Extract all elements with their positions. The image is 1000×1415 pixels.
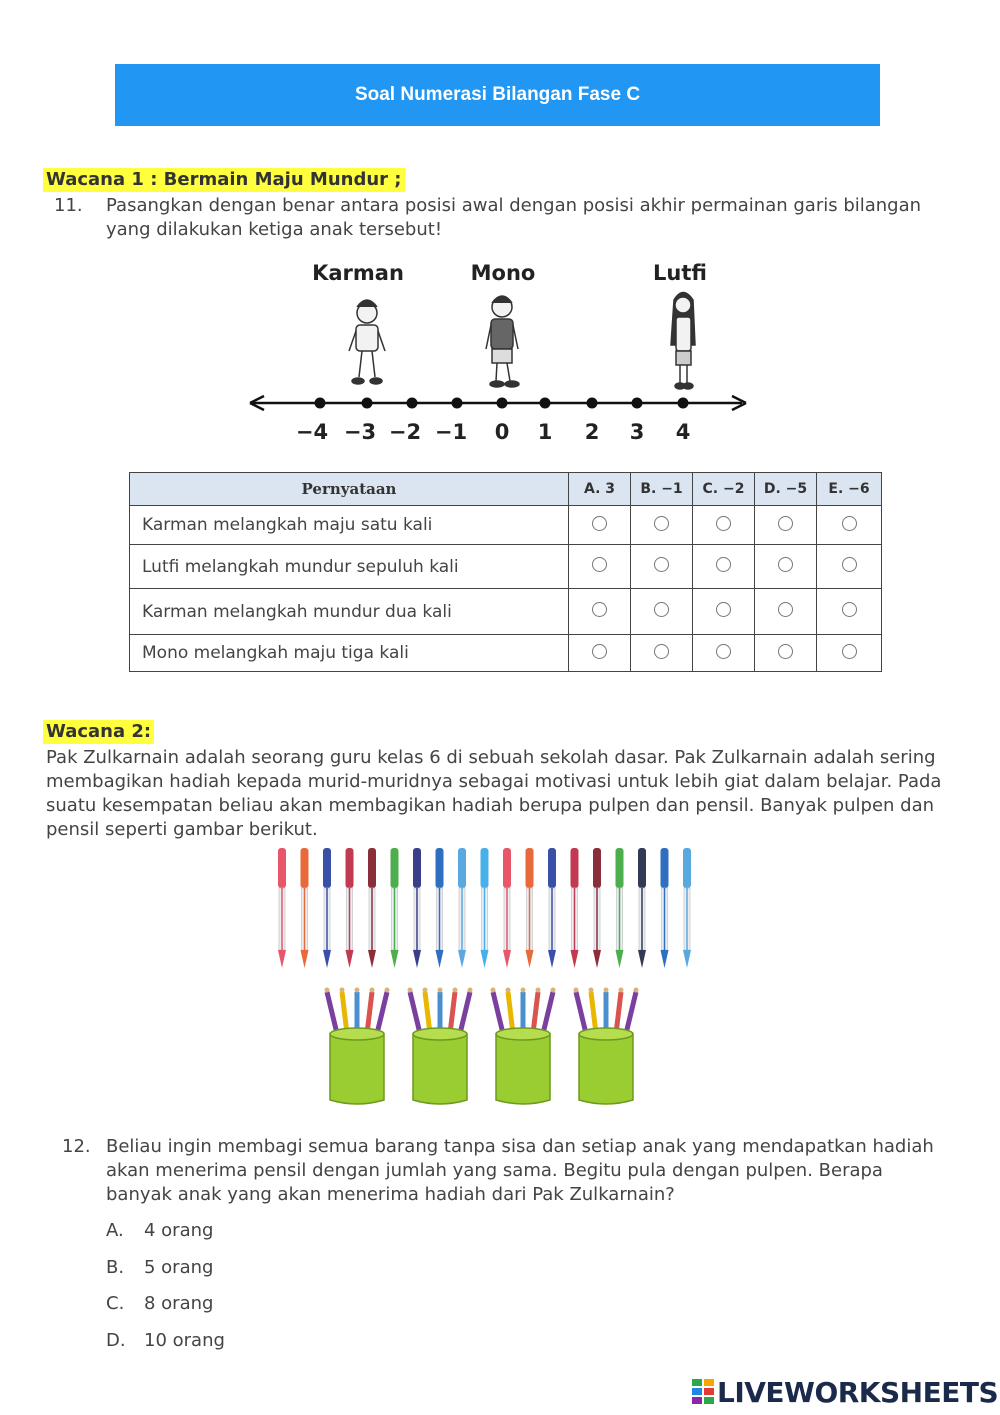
pen	[301, 848, 309, 968]
pen	[548, 848, 556, 968]
radio-option[interactable]	[842, 602, 857, 617]
tick-label: −4	[295, 420, 329, 444]
header-option: C. −2	[693, 473, 755, 506]
radio-option[interactable]	[778, 602, 793, 617]
q11-text: Pasangkan dengan benar antara posisi awal dengan posisi akhir permainan garis bilangan yang dilakukan ketiga anak tersebut!	[106, 195, 922, 240]
pen	[593, 848, 601, 968]
name-mono: Mono	[470, 261, 536, 285]
pen	[481, 848, 489, 968]
pen	[368, 848, 376, 968]
radio-option[interactable]	[842, 557, 857, 572]
statement-cell: Lutfi melangkah mundur sepuluh kali	[130, 545, 569, 589]
choice-text: 8 orang	[144, 1293, 214, 1314]
table-row	[130, 506, 882, 545]
radio-option[interactable]	[716, 557, 731, 572]
choice-c[interactable]	[106, 1293, 213, 1314]
statement-cell: Karman melangkah mundur dua kali	[130, 589, 569, 635]
q12-number: 12.	[62, 1136, 91, 1157]
pen	[391, 848, 399, 968]
name-karman: Karman	[312, 261, 404, 285]
radio-option[interactable]	[654, 602, 669, 617]
choice-text: 10 orang	[144, 1330, 225, 1351]
pen	[323, 848, 331, 968]
logo-text: LIVEWORKSHEETS	[717, 1375, 999, 1409]
title-banner	[115, 64, 880, 126]
radio-option[interactable]	[592, 557, 607, 572]
pen	[413, 848, 421, 968]
table-row	[130, 589, 882, 635]
choice-b[interactable]	[106, 1257, 213, 1278]
radio-option[interactable]	[716, 516, 731, 531]
pencil-cups-group	[325, 988, 639, 1105]
pencil-cup	[574, 988, 639, 1105]
choice-d[interactable]	[106, 1330, 225, 1351]
radio-option[interactable]	[778, 644, 793, 659]
pens-pencils-figure	[265, 842, 735, 1114]
tick-label: 0	[494, 420, 510, 444]
radio-option[interactable]	[778, 557, 793, 572]
q12-text: Beliau ingin membagi semua barang tanpa sisa dan setiap anak yang mendapatkan hadiah akan menerima pensil dengan jumlah yang sama. Begitu pula dengan pulpen. Berapa banyak anak yang akan menerima hadiah dari Pak Zulkarnain?	[106, 1136, 934, 1205]
pen	[503, 848, 511, 968]
wacana1-heading: Wacana 1 : Bermain Maju Mundur ;	[43, 168, 405, 192]
pencil-cup	[491, 988, 556, 1105]
choice-a[interactable]	[106, 1220, 213, 1241]
pen	[571, 848, 579, 968]
lutfi-figure	[671, 293, 695, 390]
pen	[436, 848, 444, 968]
header-option: E. −6	[817, 473, 882, 506]
page-title: Soal Numerasi Bilangan Fase C	[354, 84, 641, 105]
header-option: D. −5	[755, 473, 817, 506]
statement-cell: Karman melangkah maju satu kali	[130, 506, 569, 545]
tick-label: 1	[537, 420, 553, 444]
pens-group	[278, 848, 691, 968]
choice-text: 5 orang	[144, 1257, 214, 1278]
tick-label: 4	[675, 420, 691, 444]
number-line-figure	[240, 255, 760, 450]
radio-option[interactable]	[592, 516, 607, 531]
radio-option[interactable]	[716, 602, 731, 617]
pencil-cup	[325, 988, 390, 1105]
choice-letter: D.	[106, 1330, 126, 1351]
radio-option[interactable]	[842, 644, 857, 659]
table-row	[130, 635, 882, 672]
radio-option[interactable]	[654, 516, 669, 531]
radio-option[interactable]	[716, 644, 731, 659]
choice-letter: C.	[106, 1293, 125, 1314]
pen	[278, 848, 286, 968]
tick-label: 3	[629, 420, 645, 444]
name-lutfi: Lutfi	[653, 261, 707, 285]
logo-icon	[692, 1379, 714, 1405]
tick-dots	[315, 398, 689, 409]
radio-option[interactable]	[842, 516, 857, 531]
tick-label: −3	[343, 420, 377, 444]
radio-option[interactable]	[654, 557, 669, 572]
tick-label: −1	[434, 420, 468, 444]
radio-option[interactable]	[592, 602, 607, 617]
radio-option[interactable]	[778, 516, 793, 531]
statement-cell: Mono melangkah maju tiga kali	[130, 635, 569, 672]
header-option: A. 3	[569, 473, 631, 506]
liveworksheets-logo	[692, 1375, 998, 1409]
pen	[683, 848, 691, 968]
wacana2-heading: Wacana 2:	[43, 720, 154, 744]
pen	[346, 848, 354, 968]
matching-table	[129, 472, 882, 672]
wacana2-paragraph: Pak Zulkarnain adalah seorang guru kelas 6 di sebuah sekolah dasar. Pak Zulkarnain adalah sering membagikan hadiah kepada murid-muridnya sebagai motivasi untuk lebih giat dalam belajar. Pada suatu kesempatan beliau akan membagikan hadiah berupa pulpen dan pensil. Banyak pulpen dan pensil seperti gambar berikut.	[46, 747, 942, 840]
table-header-row	[130, 473, 882, 506]
pen	[616, 848, 624, 968]
mono-figure	[486, 296, 519, 387]
choice-text: 4 orang	[144, 1220, 214, 1241]
q11-number: 11.	[54, 195, 83, 216]
pen	[526, 848, 534, 968]
pen	[638, 848, 646, 968]
choice-letter: B.	[106, 1257, 125, 1278]
tick-label: −2	[388, 420, 422, 444]
pencil-cup	[408, 988, 473, 1105]
karman-figure	[349, 300, 385, 384]
pen	[458, 848, 466, 968]
header-pernyataan: Pernyataan	[130, 473, 569, 506]
choice-letter: A.	[106, 1220, 124, 1241]
radio-option[interactable]	[592, 644, 607, 659]
radio-option[interactable]	[654, 644, 669, 659]
table-row	[130, 545, 882, 589]
tick-label: 2	[584, 420, 600, 444]
pen	[661, 848, 669, 968]
header-option: B. −1	[631, 473, 693, 506]
